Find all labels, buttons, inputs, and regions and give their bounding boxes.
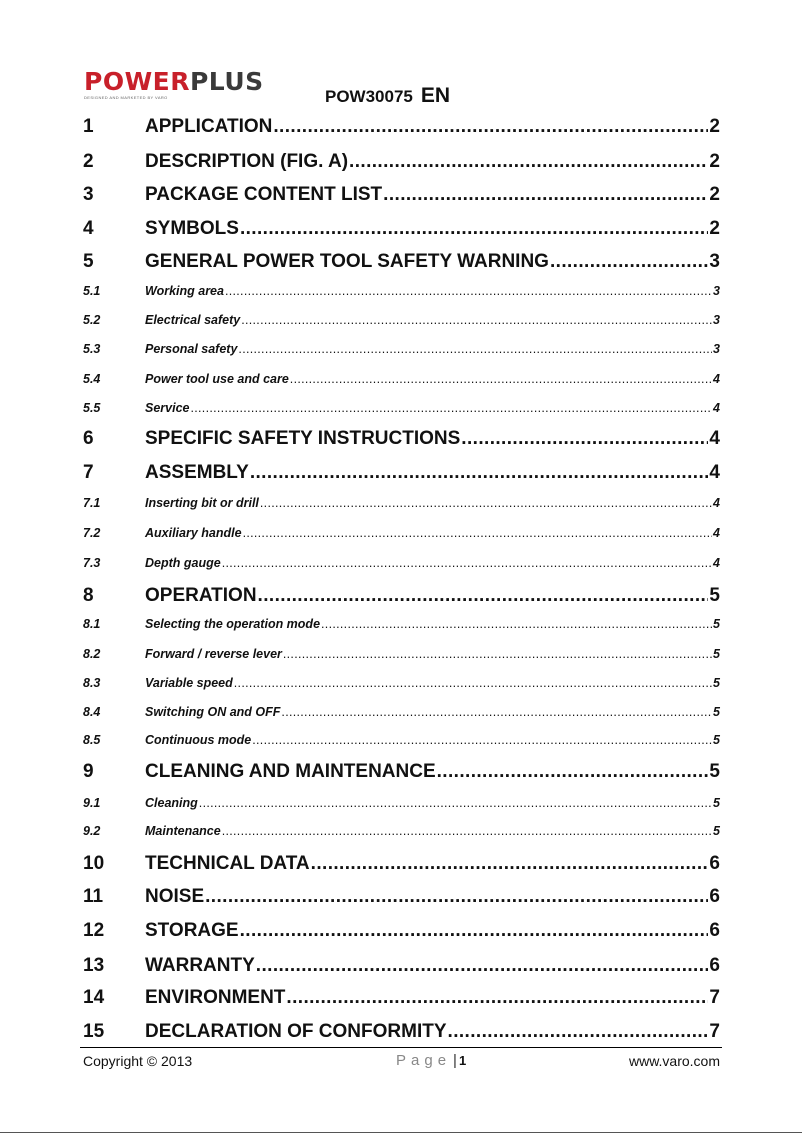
toc-entry-page: 2: [709, 184, 720, 205]
logo-text-dark: PLUS: [189, 67, 264, 96]
powerplus-logo: [84, 67, 302, 100]
toc-entry-title: Forward / reverse lever: [145, 647, 282, 661]
toc-entry-page: 5: [713, 647, 720, 661]
toc-entry-title: Depth gauge: [145, 556, 221, 570]
toc-entry[interactable]: [83, 556, 720, 570]
toc-entry[interactable]: [83, 218, 720, 240]
footer-page-indicator: [396, 1052, 466, 1069]
logo-tagline: DESIGNED AND MARKETED BY VARO: [84, 95, 168, 100]
toc-entry-number: 8: [83, 585, 94, 606]
toc-dot-leader: [290, 372, 712, 386]
logo-wordmark: [84, 67, 302, 96]
toc-entry-number: 4: [83, 218, 94, 239]
toc-dot-leader: [241, 313, 712, 327]
toc-dot-leader: [238, 342, 712, 356]
toc-entry[interactable]: [83, 824, 720, 838]
toc-entry-page: 3: [713, 342, 720, 356]
toc-dot-leader: [349, 151, 708, 173]
toc-entry-number: 5.4: [83, 372, 101, 386]
toc-entry-number: 6: [83, 428, 94, 449]
model-heading: [325, 84, 450, 108]
toc-entry-page: 6: [709, 853, 720, 874]
toc-dot-leader: [250, 462, 709, 484]
toc-dot-leader: [283, 647, 712, 661]
toc-entry-number: 15: [83, 1021, 105, 1042]
toc-entry-title: APPLICATION: [145, 116, 273, 137]
toc-entry-number: 14: [83, 987, 105, 1008]
toc-entry-page: 3: [713, 284, 720, 298]
toc-entry-number: 11: [83, 886, 104, 907]
toc-entry-title: Personal safety: [145, 342, 238, 356]
toc-entry[interactable]: [83, 342, 720, 356]
toc-entry-page: 5: [709, 585, 720, 606]
toc-entry-number: 13: [83, 955, 105, 976]
toc-entry-title: DECLARATION OF CONFORMITY: [145, 1021, 447, 1042]
toc-entry-page: 3: [713, 313, 720, 327]
footer-website: www.varo.com: [628, 1053, 720, 1069]
toc-entry-title: Auxiliary handle: [145, 526, 242, 540]
toc-entry-title: Switching ON and OFF: [145, 705, 281, 719]
toc-entry-number: 9: [83, 761, 94, 782]
toc-dot-leader: [281, 705, 712, 719]
toc-entry-title: Maintenance: [145, 824, 221, 838]
toc-entry-title: ASSEMBLY: [145, 462, 249, 483]
toc-entry-number: 5: [83, 251, 94, 272]
toc-entry-page: 3: [709, 251, 720, 272]
toc-entry-title: Service: [145, 401, 190, 415]
toc-entry[interactable]: [83, 676, 720, 690]
toc-dot-leader: [448, 1021, 709, 1043]
language-code: EN: [420, 84, 451, 107]
toc-dot-leader: [437, 761, 709, 783]
toc-entry[interactable]: [83, 313, 720, 327]
toc-entry-title: Inserting bit or drill: [145, 496, 259, 510]
toc-entry-number: 5.3: [83, 342, 101, 356]
toc-entry-page: 4: [713, 556, 720, 570]
toc-entry-page: 5: [713, 617, 720, 631]
toc-entry[interactable]: [83, 284, 720, 298]
toc-entry[interactable]: [83, 617, 720, 631]
toc-entry-number: 5.5: [83, 401, 101, 415]
toc-entry-number: 8.5: [83, 733, 101, 747]
toc-entry[interactable]: [83, 151, 720, 173]
toc-entry-title: PACKAGE CONTENT LIST: [145, 184, 383, 205]
toc-entry[interactable]: [83, 428, 720, 450]
toc-entry-page: 4: [709, 462, 720, 483]
page-bottom-edge: [0, 1132, 802, 1133]
toc-entry-number: 5.1: [83, 284, 101, 298]
toc-entry[interactable]: [83, 987, 720, 1009]
footer-copyright: Copyright © 2013: [83, 1053, 193, 1069]
toc-entry[interactable]: [83, 372, 720, 386]
toc-entry-page: 7: [709, 987, 720, 1008]
toc-entry-page: 4: [713, 372, 720, 386]
toc-dot-leader: [256, 955, 709, 977]
toc-entry-title: STORAGE: [145, 920, 239, 941]
toc-entry[interactable]: [83, 401, 720, 415]
toc-entry-title: Power tool use and care: [145, 372, 289, 386]
toc-entry-number: 7.2: [83, 526, 101, 540]
toc-entry-page: 5: [713, 705, 720, 719]
toc-entry-number: 3: [83, 184, 94, 205]
toc-entry-page: 2: [709, 218, 720, 239]
toc-entry-page: 4: [713, 526, 720, 540]
toc-entry-page: 2: [709, 151, 720, 172]
toc-entry-title: TECHNICAL DATA: [145, 853, 310, 874]
toc-dot-leader: [260, 496, 712, 510]
toc-dot-leader: [240, 920, 709, 942]
toc-dot-leader: [225, 284, 712, 298]
toc-entry-title: DESCRIPTION (FIG. A): [145, 151, 349, 172]
toc-entry-title: CLEANING AND MAINTENANCE: [145, 761, 436, 782]
page-separator: |: [453, 1052, 457, 1069]
toc-dot-leader: [252, 733, 712, 747]
toc-dot-leader: [550, 251, 708, 273]
footer-divider: [80, 1047, 722, 1048]
toc-dot-leader: [461, 428, 708, 450]
toc-dot-leader: [240, 218, 708, 240]
logo-text-red: POWER: [84, 67, 190, 96]
toc-entry-page: 6: [709, 955, 720, 976]
toc-entry[interactable]: [83, 955, 720, 977]
toc-dot-leader: [190, 401, 712, 415]
toc-dot-leader: [383, 184, 708, 206]
toc-dot-leader: [311, 853, 709, 875]
toc-dot-leader: [222, 824, 712, 838]
toc-entry-title: Electrical safety: [145, 313, 241, 327]
toc-dot-leader: [321, 617, 712, 631]
toc-dot-leader: [234, 676, 712, 690]
toc-dot-leader: [286, 987, 708, 1009]
toc-entry-number: 8.1: [83, 617, 101, 631]
toc-entry-page: 6: [709, 886, 720, 907]
toc-entry-page: 6: [709, 920, 720, 941]
toc-entry-page: 5: [713, 676, 720, 690]
toc-entry[interactable]: [83, 647, 720, 661]
toc-entry-page: 4: [709, 428, 720, 449]
toc-entry-title: Selecting the operation mode: [145, 617, 321, 631]
toc-entry-number: 9.1: [83, 796, 101, 810]
toc-entry-number: 12: [83, 920, 105, 941]
toc-entry-number: 10: [83, 853, 105, 874]
toc-entry-title: GENERAL POWER TOOL SAFETY WARNING: [145, 251, 549, 272]
toc-entry[interactable]: [83, 462, 720, 484]
toc-entry-number: 2: [83, 151, 94, 172]
toc-dot-leader: [258, 585, 709, 607]
toc-entry-number: 5.2: [83, 313, 101, 327]
toc-entry-title: Continuous mode: [145, 733, 252, 747]
toc-entry-page: 2: [709, 116, 720, 137]
toc-entry-number: 7.1: [83, 496, 101, 510]
toc-entry-number: 7: [83, 462, 94, 483]
toc-entry-page: 4: [713, 496, 720, 510]
toc-entry-title: WARRANTY: [145, 955, 255, 976]
toc-dot-leader: [205, 886, 708, 908]
toc-entry-page: 5: [713, 796, 720, 810]
toc-entry-title: Cleaning: [145, 796, 198, 810]
toc-entry[interactable]: [83, 853, 720, 875]
toc-entry-number: 8.2: [83, 647, 101, 661]
toc-dot-leader: [222, 556, 712, 570]
toc-entry[interactable]: [83, 116, 720, 138]
toc-dot-leader: [243, 526, 712, 540]
toc-entry[interactable]: [83, 184, 720, 206]
toc-entry-title: NOISE: [145, 886, 205, 907]
toc-entry[interactable]: [83, 526, 720, 540]
page-number: 1: [458, 1053, 467, 1068]
toc-entry[interactable]: [83, 796, 720, 810]
toc-entry-title: SPECIFIC SAFETY INSTRUCTIONS: [145, 428, 461, 449]
toc-dot-leader: [273, 116, 708, 138]
toc-entry[interactable]: [83, 1021, 720, 1043]
toc-entry-title: SYMBOLS: [145, 218, 239, 239]
toc-entry[interactable]: [83, 496, 720, 510]
toc-entry[interactable]: [83, 886, 720, 908]
toc-entry[interactable]: [83, 251, 720, 273]
toc-entry-page: 5: [709, 761, 720, 782]
toc-entry-title: ENVIRONMENT: [145, 987, 286, 1008]
toc-entry-number: 8.3: [83, 676, 101, 690]
toc-entry-page: 4: [713, 401, 720, 415]
toc-entry[interactable]: [83, 761, 720, 783]
toc-entry[interactable]: [83, 705, 720, 719]
toc-entry-title: OPERATION: [145, 585, 257, 606]
toc-entry-page: 5: [713, 824, 720, 838]
toc-entry-number: 1: [83, 116, 94, 137]
toc-entry-number: 8.4: [83, 705, 101, 719]
toc-entry[interactable]: [83, 733, 720, 747]
toc-entry-number: 9.2: [83, 824, 101, 838]
toc-entry-title: Working area: [145, 284, 224, 298]
toc-entry-title: Variable speed: [145, 676, 233, 690]
toc-entry[interactable]: [83, 920, 720, 942]
toc-entry-number: 7.3: [83, 556, 101, 570]
toc-entry-page: 5: [713, 733, 720, 747]
model-number: POW30075: [325, 87, 413, 106]
toc-dot-leader: [199, 796, 712, 810]
toc-entry[interactable]: [83, 585, 720, 607]
toc-entry-page: 7: [709, 1021, 720, 1042]
page-label: Page: [396, 1052, 452, 1069]
